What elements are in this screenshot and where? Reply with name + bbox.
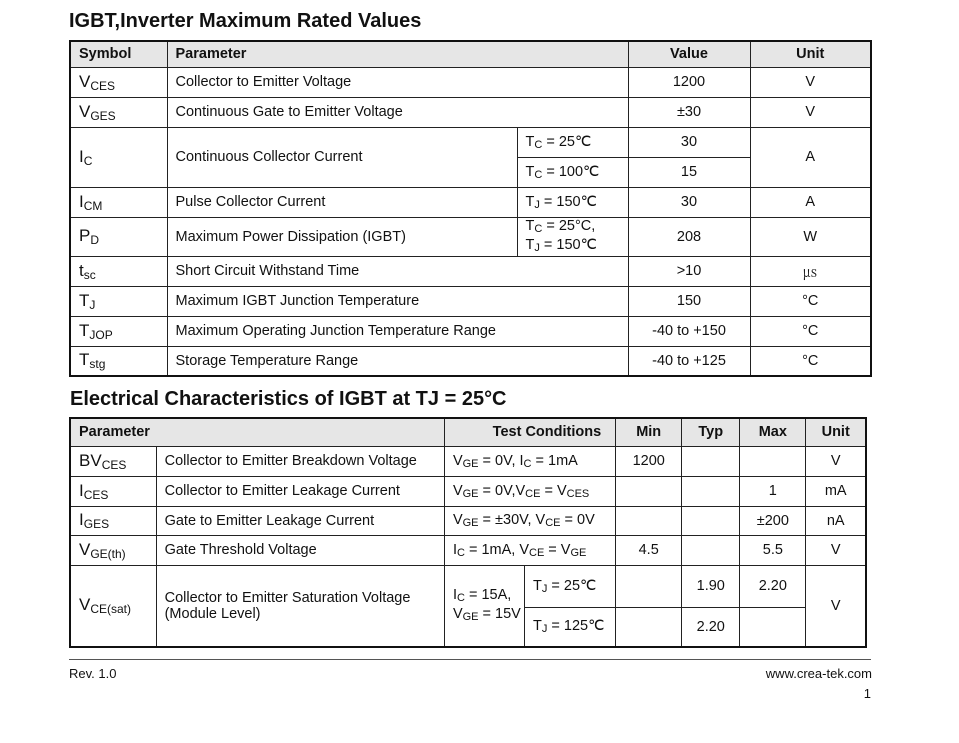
footer-divider [69,659,871,660]
typ-cell [682,535,740,565]
condition-cell: TJ = 25℃ [525,565,616,607]
table-row [70,316,871,346]
max-cell [740,607,806,647]
col-typ: Typ [682,418,740,446]
parameter-cell: Collector to Emitter Breakdown Voltage [156,446,444,476]
parameter-cell: Continuous Gate to Emitter Voltage [167,97,628,127]
min-cell [616,565,682,607]
unit-cell: W [750,217,871,256]
table-row [70,476,866,506]
value-cell: 208 [628,217,750,256]
value-cell: 150 [628,286,750,316]
table-row [70,217,871,256]
condition-cell: TJ = 125℃ [525,607,616,647]
value-cell: -40 to +125 [628,346,750,376]
min-cell: 1200 [616,446,682,476]
col-unit: Unit [750,41,871,67]
condition-cell: TC = 100℃ [517,157,628,187]
parameter-cell: Collector to Emitter Leakage Current [156,476,444,506]
typ-cell [682,506,740,535]
min-cell [616,506,682,535]
value-cell: 30 [628,127,750,157]
col-symbol: Symbol [70,41,167,67]
condition-cell: IC = 15A, VGE = 15V [444,565,524,647]
condition-cell: VGE = 0V, IC = 1mA [444,446,615,476]
table-row [70,446,866,476]
symbol-cell: $T_{JOP}$ [70,316,167,346]
typ-cell [682,476,740,506]
min-cell [616,476,682,506]
table-header-row [70,41,871,67]
symbol-cell: $I_C$ [70,127,167,187]
symbol-cell: $T_{stg}$ [70,346,167,376]
symbol-cell: $t_{sc}$ [70,256,167,286]
symbol-cell: $I_{GES}$ [70,506,156,535]
col-parameter: Parameter [70,418,444,446]
min-cell: 4.5 [616,535,682,565]
unit-cell: nA [806,506,866,535]
value-cell: 30 [628,187,750,217]
unit-cell: A [750,187,871,217]
col-max: Max [740,418,806,446]
symbol-cell: $I_{CM}$ [70,187,167,217]
condition-cell: TC = 25°C, TJ = 150℃ [517,217,628,256]
website-link[interactable]: www.crea-tek.com [765,666,872,681]
parameter-cell: Maximum IGBT Junction Temperature [167,286,628,316]
parameter-cell: Short Circuit Withstand Time [167,256,628,286]
unit-cell: V [750,97,871,127]
unit-cell: mA [806,476,866,506]
value-cell: -40 to +150 [628,316,750,346]
condition-cell: TC = 25℃ [517,127,628,157]
condition-cell: IC = 1mA, VCE = VGE [444,535,615,565]
section1-title: IGBT,Inverter Maximum Rated Values [69,10,422,32]
table-row [70,346,871,376]
table-row [70,187,871,217]
unit-cell: A [750,127,871,187]
max-cell: 1 [740,476,806,506]
symbol-cell: $P_D$ [70,217,167,256]
col-test-conditions: Test Conditions [444,418,615,446]
symbol-cell: $BV_{CES}$ [70,446,156,476]
table-row [70,565,866,607]
col-parameter: Parameter [167,41,628,67]
table-row [70,256,871,286]
col-min: Min [616,418,682,446]
table-row [70,97,871,127]
table-row [70,535,866,565]
parameter-cell: Collector to Emitter Voltage [167,67,628,97]
parameter-cell: Continuous Collector Current [167,127,517,187]
unit-cell: °C [750,346,871,376]
page-number: 1 [863,686,871,701]
unit-cell: °C [750,286,871,316]
unit-cell: °C [750,316,871,346]
revision-label: Rev. 1.0 [69,666,117,681]
max-cell: 2.20 [740,565,806,607]
col-unit: Unit [806,418,866,446]
table-row [70,286,871,316]
max-cell: ±200 [740,506,806,535]
parameter-cell: Gate Threshold Voltage [156,535,444,565]
symbol-cell: $I_{CES}$ [70,476,156,506]
symbol-cell: $V_{CE(sat)}$ [70,565,156,647]
unit-cell: V [750,67,871,97]
symbol-cell: $V_{GES}$ [70,97,167,127]
max-cell: 5.5 [740,535,806,565]
condition-cell: VGE = 0V,VCE = VCES [444,476,615,506]
symbol-cell: $V_{CES}$ [70,67,167,97]
unit-cell: V [806,565,866,647]
value-cell: 15 [628,157,750,187]
condition-cell: TJ = 150℃ [517,187,628,217]
min-cell [616,607,682,647]
parameter-cell: Gate to Emitter Leakage Current [156,506,444,535]
parameter-cell: Maximum Power Dissipation (IGBT) [167,217,517,256]
parameter-cell: Maximum Operating Junction Temperature Range [167,316,628,346]
typ-cell: 1.90 [682,565,740,607]
typ-cell [682,446,740,476]
col-value: Value [628,41,750,67]
parameter-cell: Collector to Emitter Saturation Voltage (Module Level) [156,565,444,647]
value-cell: 1200 [628,67,750,97]
parameter-cell: Pulse Collector Current [167,187,517,217]
max-rated-values-table [69,40,872,377]
table-row [70,506,866,535]
symbol-cell: $V_{GE(th)}$ [70,535,156,565]
electrical-characteristics-table [69,417,867,648]
section2-title: Electrical Characteristics of IGBT at TJ = 25°C [70,388,507,410]
parameter-cell: Storage Temperature Range [167,346,628,376]
table-row [70,127,871,157]
table-header-row [70,418,866,446]
max-cell [740,446,806,476]
condition-cell: VGE = ±30V, VCE = 0V [444,506,615,535]
value-cell: ±30 [628,97,750,127]
table-row [70,67,871,97]
value-cell: >10 [628,256,750,286]
typ-cell: 2.20 [682,607,740,647]
symbol-cell: $T_J$ [70,286,167,316]
unit-cell: ㎲ [750,256,871,286]
unit-cell: V [806,446,866,476]
unit-cell: V [806,535,866,565]
